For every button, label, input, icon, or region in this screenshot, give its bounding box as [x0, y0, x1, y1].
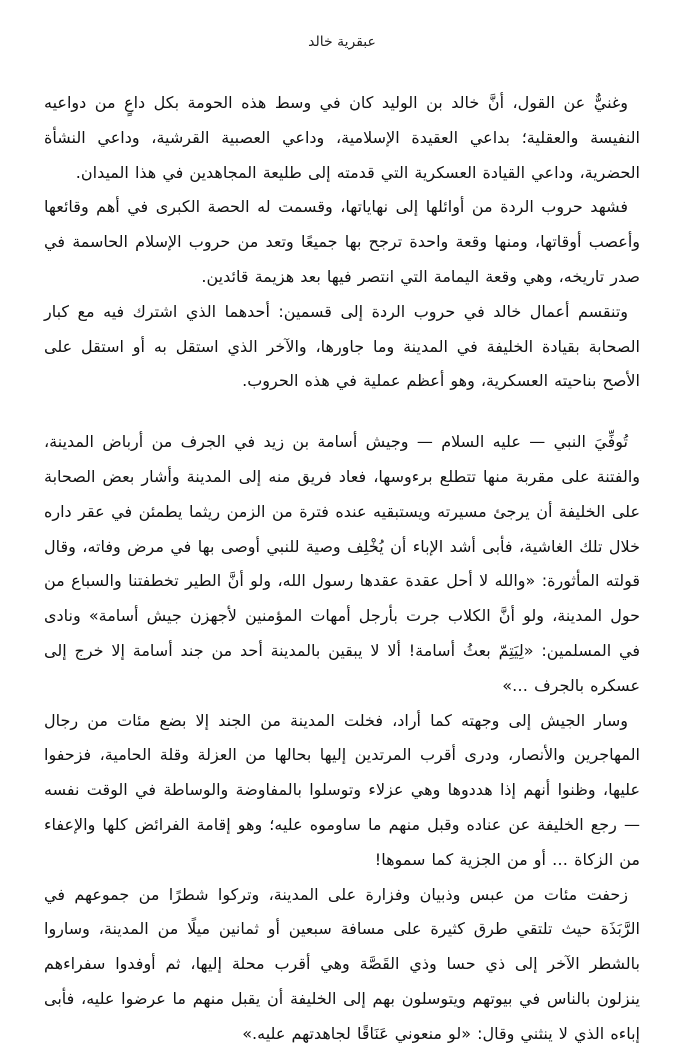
- paragraph-6: زحفت مئات من عبس وذبيان وفزارة على المدينة، وتركوا شطرًا من جموعهم في الرَّبَذَة حيث تلتقي طرق كثيرة على مسافة سبعين أو ثمانين ميلًا من المدينة، وساروا بالشطر الآخر إلى ذي حسا وذي القَصَّة وهي أقرب محلة إليها، ثم أوفدوا سفراءهم ينزلون بالناس في بيوتهم ويتوسلون بهم إلى الخليفة أن يقبل منهم ما عرضوا عليه، فأبى إباءه الذي لا ينثني وقال: «لو منعوني عَنَاقًا لجاهدتهم عليه.»: [44, 884, 640, 1043]
- paragraph-3: وتنقسم أعمال خالد في حروب الردة إلى قسمين: أحدهما الذي اشترك فيه مع كبار الصحابة بقيادة الخليفة في المدينة وما جاورها، والآخر الذي استقل به أو استقل على الأصح بناحيته العسكرية، وهو أعظم عملية في هذه الحروب.: [44, 301, 640, 391]
- paragraph-2: فشهد حروب الردة من أوائلها إلى نهاياتها، وقسمت له الحصة الكبرى في أهم وقائعها وأعصب أوقاتها، ومنها وقعة واحدة ترجح بها جميعًا وتعد من حروب الإسلام الحاسمة في صدر تاريخه، وهي وقعة اليمامة التي انتصر فيها بعد هزيمة قائدين.: [44, 197, 640, 286]
- paragraph-1: وغنيٌّ عن القول، أنَّ خالد بن الوليد كان في وسط هذه الحومة بكل داعٍ من دواعيه النفيسة والعقلية؛ بداعي العقيدة الإسلامية، وداعي العصبية القرشية، وداعي النشأة الحضرية، وداعي القيادة العسكرية التي قدمته إلى طليعة المجاهدين في هذا الميدان.: [44, 93, 640, 182]
- book-page: [44, 0, 640, 1043]
- paragraph-5: وسار الجيش إلى وجهته كما أراد، فخلت المدينة من الجند إلا بضع مئات من رجال المهاجرين والأنصار، ودرى أقرب المرتدين إليها بحالها من العزلة وقلة الحامية، فزحفوا عليها، وظنوا أنهم إذا هددوها وهي عزلاء وتوسلوا بالمفاوضة والوساطة في الوقت نفسه — رجع الخليفة عن عناده وقبل منهم ما ساوموه عليه؛ وهو إقامة الفرائض كلها والإعفاء من الزكاة … أو من الجزية كما سموها!: [44, 710, 640, 869]
- paragraph-4: تُوفِّيَ النبي — عليه السلام — وجيش أسامة بن زيد في الجرف من أرباض المدينة، والفتنة على مقربة منها تتطلع برءوسها، فعاد فريق منه إلى المدينة وأشار بعض الصحابة على الخليفة أن يرجئ مسيرته ويستبقيه عنده فترة من الزمن ريثما يطمئن في عقر داره خلال تلك الغاشية، فأبى أشد الإباء أن يُخْلِف وصية للنبي أوصى بها في مرض وفاته، وقال قولته المأثورة: «والله لا أحل عقدة عقدها رسول الله، ولو أنَّ الطير تخطفتنا والسباع من حول المدينة، ولو أنَّ الكلاب جرت بأرجل أمهات المؤمنين لأجهزن جيش أسامة» ونادى في المسلمين: «لِيَتِمّ بعثُ أسامة! ألا لا يبقين بالمدينة أحد من جند أسامة إلا خرج إلى عسكره بالجرف …»: [44, 432, 640, 695]
- running-header: عبقرية خالد: [308, 34, 376, 50]
- body-text: [44, 86, 640, 1052]
